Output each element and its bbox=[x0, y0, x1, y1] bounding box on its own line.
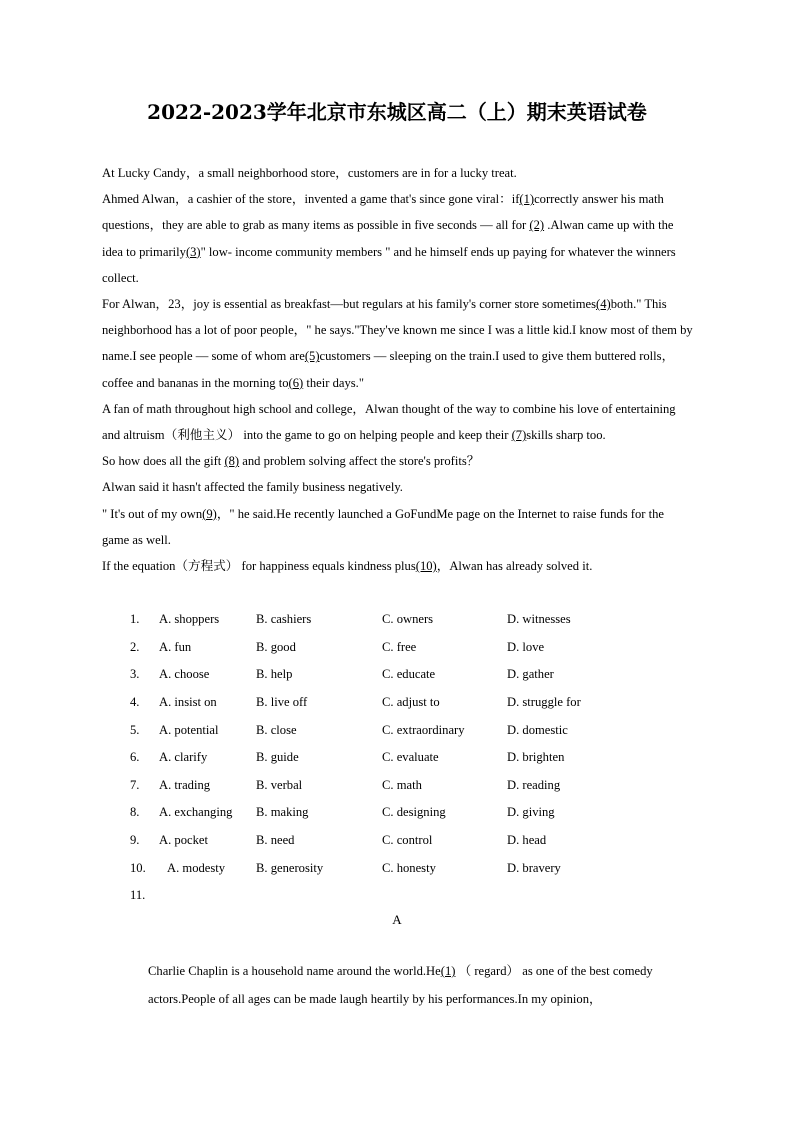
question-number: 4. bbox=[130, 695, 140, 710]
option-row bbox=[130, 606, 617, 634]
question-number: 8. bbox=[130, 805, 140, 820]
question-number: 6. bbox=[130, 750, 140, 765]
text: Alwan said it hasn't affected the family business negatively. bbox=[102, 480, 403, 495]
option-b: B. good bbox=[256, 639, 296, 654]
blank-8: (8) bbox=[224, 454, 240, 469]
blank-1: (1) bbox=[440, 964, 456, 978]
text: their days." bbox=[306, 375, 364, 390]
blank-9: (9) bbox=[202, 506, 217, 521]
paragraph-8 bbox=[102, 553, 694, 579]
option-d: D. reading bbox=[507, 777, 561, 792]
option-a: A. insist on bbox=[159, 695, 217, 710]
option-d: D. brighten bbox=[507, 750, 565, 765]
option-d: D. gather bbox=[507, 667, 554, 682]
option-c: C. extraordinary bbox=[382, 722, 465, 737]
paragraph-2 bbox=[102, 186, 694, 291]
option-c: C. evaluate bbox=[382, 750, 439, 765]
question-number: 3. bbox=[130, 667, 140, 682]
option-row bbox=[130, 716, 617, 744]
option-b: B. cashiers bbox=[256, 612, 312, 627]
question-number: 11. bbox=[130, 888, 146, 903]
question-number: 1. bbox=[130, 612, 140, 627]
paragraph-3 bbox=[102, 291, 694, 396]
option-a: A. fun bbox=[159, 639, 192, 654]
option-b: B. live off bbox=[256, 695, 308, 710]
option-c: C. free bbox=[382, 639, 417, 654]
option-row bbox=[130, 854, 617, 882]
text: customers — sleeping on the train.I used to give them buttered rolls，coffee and bananas in the morning to bbox=[102, 349, 675, 390]
blank-2: (2) bbox=[529, 218, 545, 233]
question-number: 2. bbox=[130, 639, 140, 654]
option-b: B. guide bbox=[256, 750, 299, 765]
page-title: 2022-2023学年北京市东城区高二（上）期末英语试卷 bbox=[147, 100, 647, 124]
question-number: 5. bbox=[130, 722, 140, 737]
option-b: B. help bbox=[256, 667, 293, 682]
text: （ regard） as one of the best comedy actors.People of all ages can be made laugh heartily by his performances.In my opinion， bbox=[148, 964, 653, 1006]
blank-10: (10) bbox=[415, 559, 437, 574]
option-row bbox=[130, 882, 617, 910]
blank-4: (4) bbox=[596, 297, 611, 312]
answer-options bbox=[130, 606, 617, 910]
option-c: C. math bbox=[382, 777, 422, 792]
text: Charlie Chaplin is a household name around the world.He bbox=[148, 964, 441, 978]
option-b: B. verbal bbox=[256, 777, 303, 792]
paragraph-7 bbox=[102, 501, 694, 553]
blank-7: (7) bbox=[511, 428, 527, 443]
question-number: 9. bbox=[130, 833, 140, 848]
text: So how does all the gift bbox=[102, 454, 222, 469]
blank-3: (3) bbox=[185, 244, 201, 259]
option-c: C. educate bbox=[382, 667, 436, 682]
option-c: C. control bbox=[382, 833, 433, 848]
text: At Lucky Candy，a small neighborhood store，customers are in for a lucky treat. bbox=[102, 166, 517, 180]
option-b: B. making bbox=[256, 805, 309, 820]
option-d: D. head bbox=[507, 833, 547, 848]
blank-6: (6) bbox=[288, 375, 304, 390]
text: .Alwan came up with the idea to primarily bbox=[102, 218, 674, 259]
option-c: C. adjust to bbox=[382, 695, 440, 710]
option-c: C. designing bbox=[382, 805, 446, 820]
option-d: D. giving bbox=[507, 805, 555, 820]
text: both." This neighborhood has a lot of poor people，" he says."They've known me since I was a little kid.I know most of them by name.I see people — some of whom are bbox=[102, 297, 693, 364]
text: For Alwan，23，joy is essential as breakfast—but regulars at his family's corner store sometimes bbox=[102, 297, 597, 312]
option-b: B. close bbox=[256, 722, 297, 737]
text: " It's out of my own bbox=[102, 506, 203, 521]
text: Ahmed Alwan，a cashier of the store，invented a game that's since gone viral：if bbox=[102, 192, 520, 207]
question-number: 7. bbox=[130, 777, 140, 792]
option-a: A. exchanging bbox=[159, 805, 233, 820]
paragraph-6 bbox=[102, 474, 694, 500]
option-a: A. modesty bbox=[167, 860, 226, 875]
option-b: B. generosity bbox=[256, 860, 324, 875]
option-a: A. potential bbox=[159, 722, 219, 737]
option-d: D. domestic bbox=[507, 722, 568, 737]
grammar-passage bbox=[136, 957, 684, 1013]
paragraph-5 bbox=[102, 448, 694, 474]
paragraph-1 bbox=[102, 160, 694, 186]
option-a: A. pocket bbox=[159, 833, 208, 848]
text: correctly answer his math questions，they are able to grab as many items as possible in five seconds — all for bbox=[102, 192, 664, 233]
blank-1: (1) bbox=[519, 192, 535, 207]
option-c: C. honesty bbox=[382, 860, 436, 875]
option-row bbox=[130, 772, 617, 800]
text: " low- income community members " and he himself ends up paying for whatever the winners collect. bbox=[102, 244, 676, 285]
option-a: A. clarify bbox=[159, 750, 208, 765]
text: ，" he said.He recently launched a GoFundMe page on the Internet to raise funds for the game as well. bbox=[102, 506, 664, 547]
option-a: A. shoppers bbox=[159, 612, 220, 627]
paragraph-1 bbox=[136, 957, 684, 1013]
option-b: B. need bbox=[256, 833, 295, 848]
text: skills sharp too. bbox=[526, 428, 606, 443]
option-d: D. struggle for bbox=[507, 695, 581, 710]
option-a: A. choose bbox=[159, 667, 210, 682]
question-number: 10. bbox=[130, 860, 146, 875]
blank-5: (5) bbox=[304, 349, 320, 364]
text: ，Alwan has already solved it. bbox=[436, 559, 593, 574]
option-d: D. witnesses bbox=[507, 612, 571, 627]
option-row bbox=[130, 827, 617, 855]
option-d: D. bravery bbox=[507, 860, 561, 875]
option-row bbox=[130, 744, 617, 772]
paragraph-4 bbox=[102, 396, 694, 448]
text: and problem solving affect the store's profits？ bbox=[242, 454, 480, 469]
option-d: D. love bbox=[507, 639, 545, 654]
option-c: C. owners bbox=[382, 612, 434, 627]
option-row bbox=[130, 634, 617, 662]
option-row bbox=[130, 689, 617, 717]
section-heading: A bbox=[392, 912, 402, 927]
text: If the equation（方程式） for happiness equals kindness plus bbox=[102, 559, 416, 574]
option-row bbox=[130, 661, 617, 689]
option-a: A. trading bbox=[159, 777, 211, 792]
cloze-passage bbox=[102, 160, 694, 579]
option-row bbox=[130, 799, 617, 827]
text: A fan of math throughout high school and college，Alwan thought of the way to combine his love of entertaining and altruism（利他主义） into the game to go on helping people and keep their bbox=[102, 401, 676, 443]
